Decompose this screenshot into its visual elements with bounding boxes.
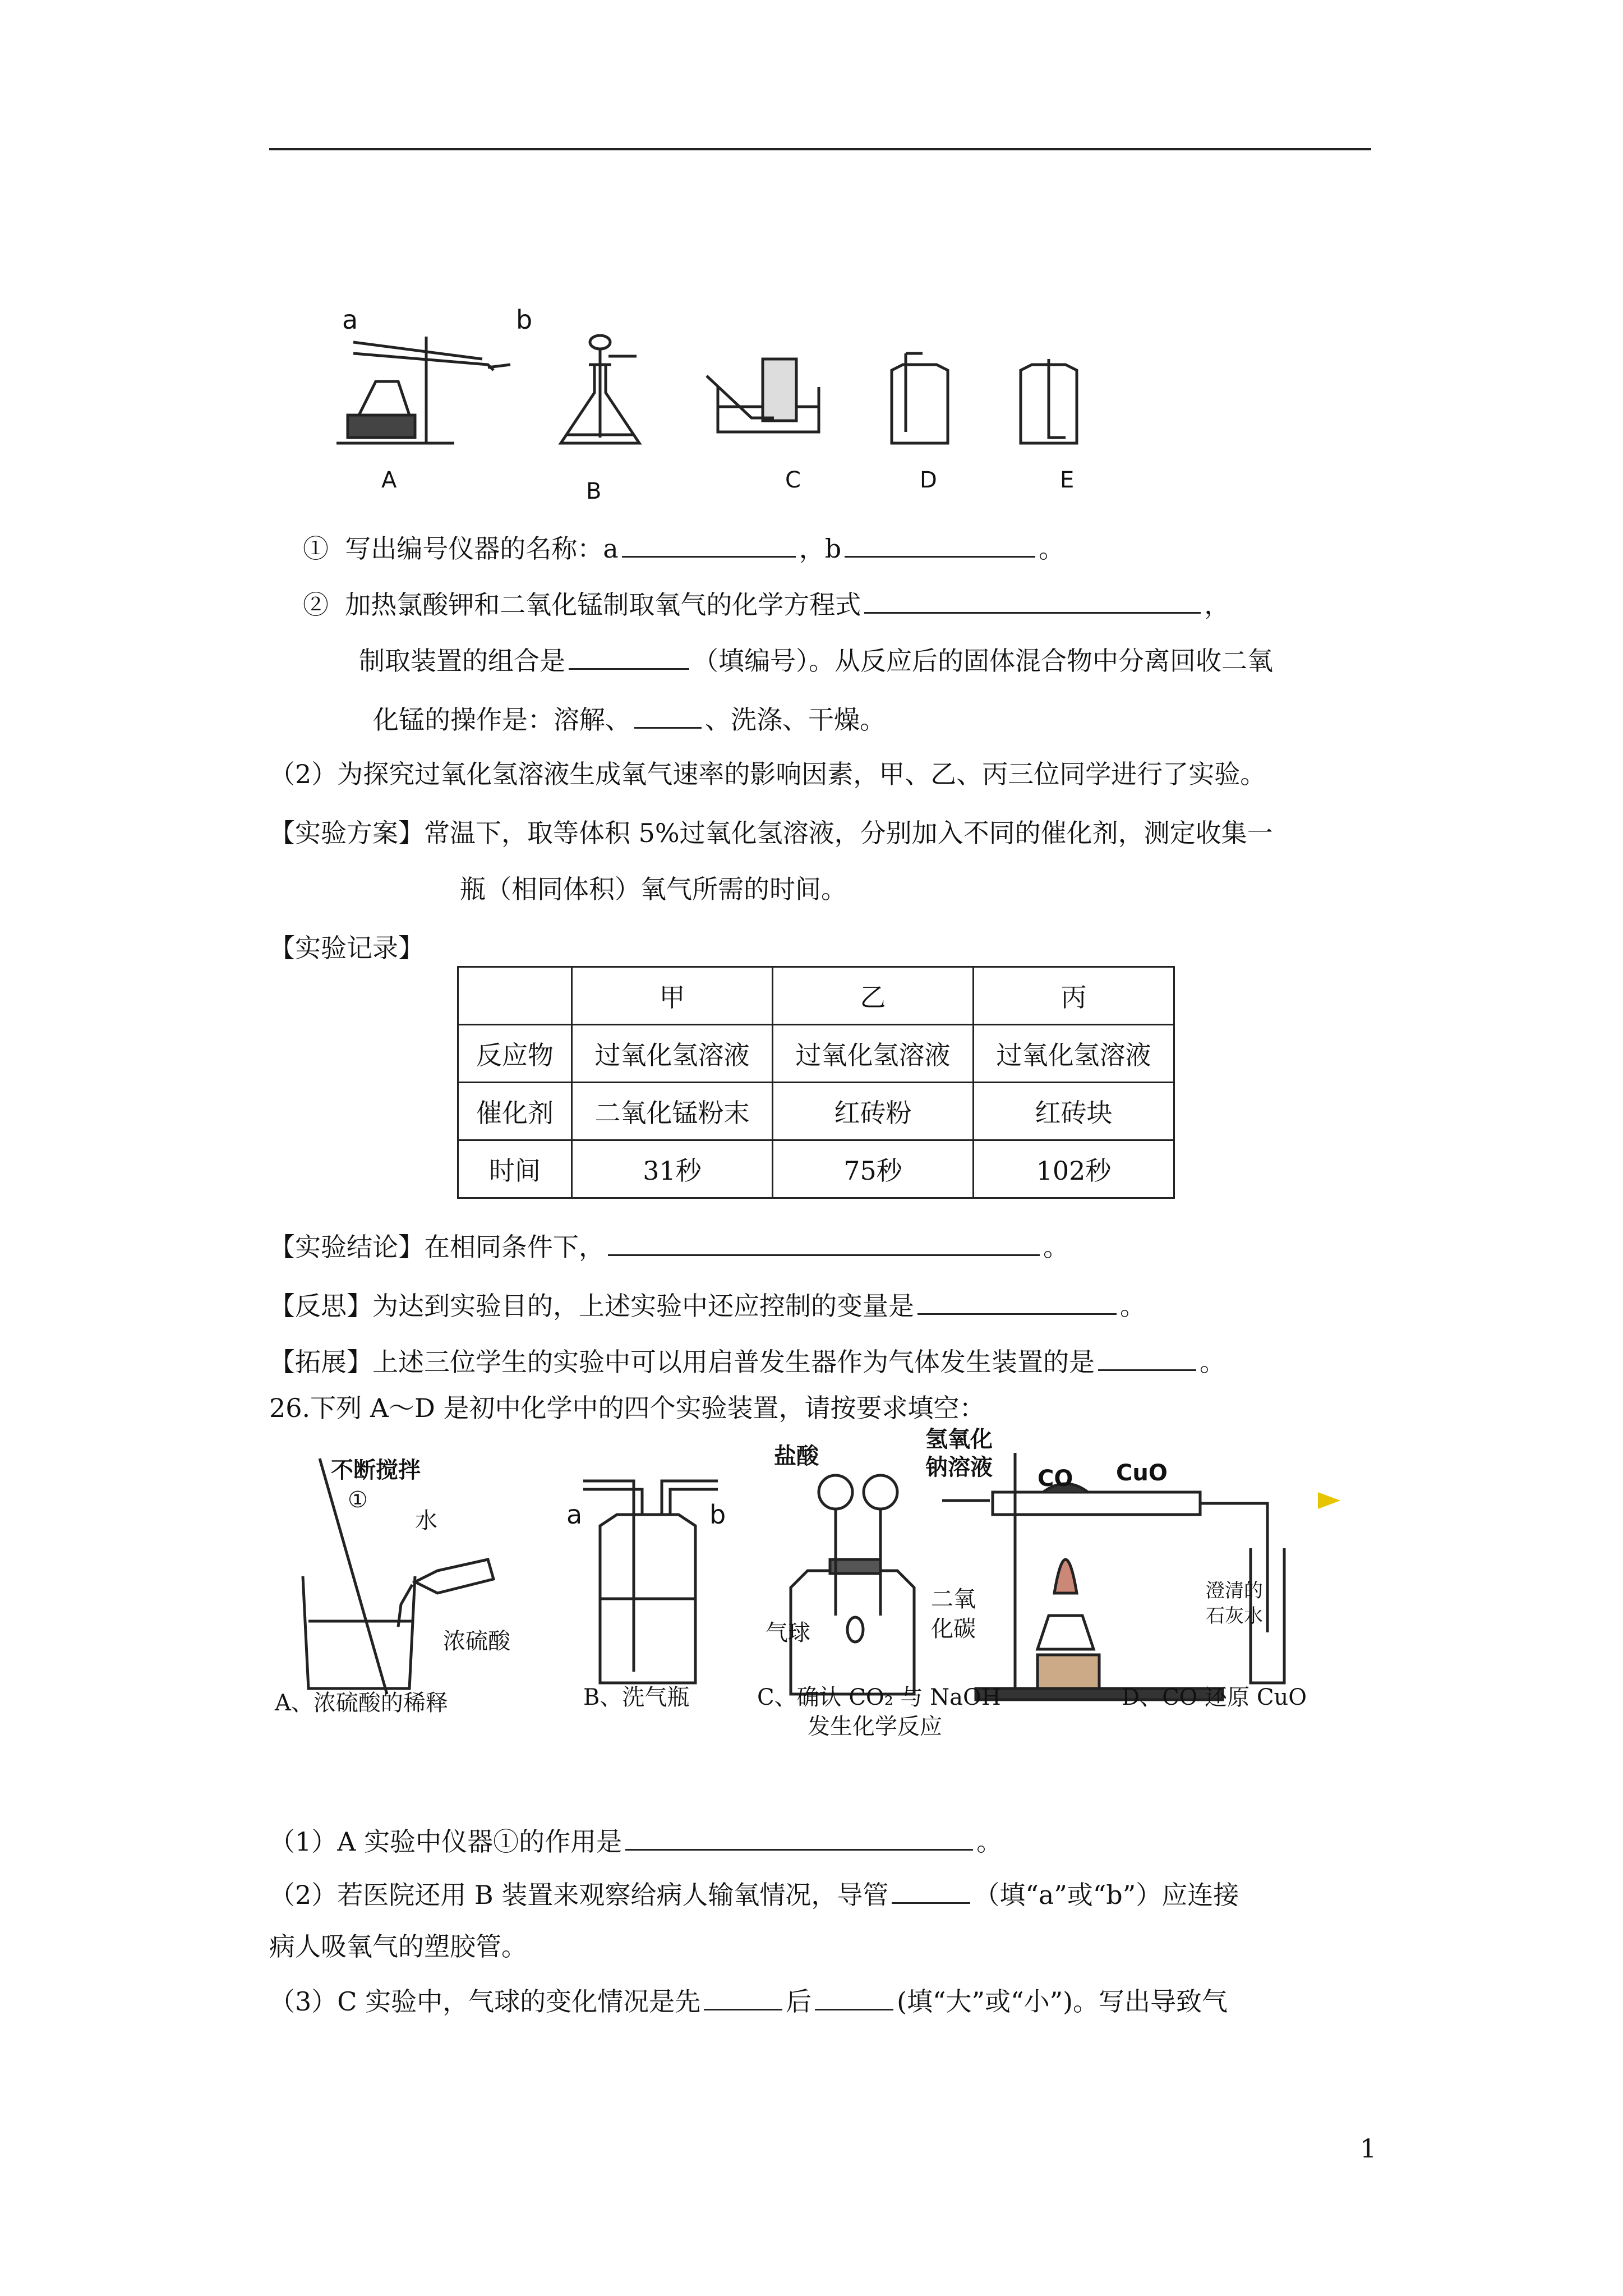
item-text: 。 <box>1039 533 1065 564</box>
section-text: 。 <box>1120 1291 1146 1321</box>
q26-title: 26.下列 A～D 是初中化学中的四个实验装置，请按要求填空： <box>269 1393 985 1423</box>
q2-extend <box>269 1343 1225 1379</box>
q2-intro: （2）为探究过氧化氢溶液生成氧气速率的影响因素，甲、乙、丙三位同学进行了实验。 <box>269 759 1266 789</box>
item-text: 写出编号仪器的名称：a <box>345 533 619 564</box>
answer-blank[interactable] <box>892 1876 970 1904</box>
table-cell: 过氧化氢溶液 <box>974 1025 1174 1083</box>
figA-stir-label: 不断搅拌 <box>331 1457 421 1483</box>
table-cell: 丙 <box>974 967 1174 1025</box>
section-text: 。 <box>1043 1232 1069 1262</box>
q2-record-label: 【实验记录】 <box>269 933 424 963</box>
q2-reflect <box>269 1287 1146 1323</box>
figB-a-label: a <box>566 1499 583 1530</box>
section-label: 【拓展】 <box>269 1347 372 1377</box>
q2-plan-line2: 瓶（相同体积）氧气所需的时间。 <box>460 874 847 904</box>
q1-item2-line3 <box>373 701 886 737</box>
table-cell: 二氧化锰粉末 <box>572 1083 773 1140</box>
answer-blank[interactable] <box>1098 1343 1196 1371</box>
question-text: （1）A 实验中仪器①的作用是 <box>269 1826 623 1857</box>
table-row <box>458 1083 1174 1140</box>
q26-sub2-line2: 病人吸氧气的塑胶管。 <box>269 1931 527 1962</box>
table-cell: 75秒 <box>773 1140 974 1198</box>
q1-item2 <box>303 586 1230 622</box>
item-text: （填编号）。从反应后的固体混合物中分离回收二氧 <box>693 646 1273 676</box>
q1-item2-line2 <box>359 642 1273 678</box>
apparatus-drawings-top <box>325 303 1122 510</box>
answer-blank[interactable] <box>864 586 1201 614</box>
page-number: 1 <box>1360 2133 1377 2164</box>
figA-caption: A、浓硫酸的稀释 <box>275 1690 448 1716</box>
section-label: 【实验方案】 <box>269 818 424 848</box>
q26-sub1 <box>269 1823 1002 1858</box>
question-text: 。 <box>976 1826 1003 1857</box>
q2-conclusion <box>269 1228 1069 1264</box>
table-row <box>458 1025 1174 1083</box>
question-text: （3）C 实验中，气球的变化情况是先 <box>269 1986 701 2017</box>
figD-lime-label-1: 澄清的 <box>1206 1580 1263 1602</box>
table-cell: 31秒 <box>572 1140 773 1198</box>
answer-blank[interactable] <box>815 1983 893 2010</box>
table-cell: 过氧化氢溶液 <box>572 1025 773 1083</box>
q26-sub2 <box>269 1876 1239 1912</box>
label-a: a <box>342 305 358 335</box>
answer-blank[interactable] <box>625 1823 973 1851</box>
answer-blank[interactable] <box>608 1228 1040 1256</box>
figA-number-label: ① <box>348 1487 368 1513</box>
table-header-row <box>458 967 1174 1025</box>
question-text: (填“大”或“小”)。写出导致气 <box>897 1986 1228 2017</box>
figA-water-label: 水 <box>415 1508 437 1534</box>
label-b: b <box>516 305 533 335</box>
figC-co2-label-1: 二氧 <box>931 1586 976 1612</box>
answer-blank[interactable] <box>569 642 689 670</box>
section-label: 【实验结论】 <box>269 1232 424 1262</box>
figA-acid-label: 浓硫酸 <box>443 1628 510 1654</box>
table-cell: 102秒 <box>974 1140 1174 1198</box>
figC-naoh-label-1: 氢氧化 <box>925 1426 993 1452</box>
label-B: B <box>586 478 602 504</box>
q1-item1 <box>303 530 1064 565</box>
label-A: A <box>381 467 397 493</box>
header-rule <box>269 148 1371 150</box>
experiment-record-table <box>457 966 1175 1199</box>
figC-co2-label-2: 化碳 <box>931 1616 976 1642</box>
question-text: （填“a”或“b”）应连接 <box>974 1880 1239 1910</box>
table-cell: 反应物 <box>458 1025 572 1083</box>
item-text: ，b <box>799 533 842 564</box>
q26-sub3 <box>269 1983 1228 2018</box>
figD-co-label: CO <box>1038 1466 1073 1492</box>
table-cell: 乙 <box>773 967 974 1025</box>
item-text: 制取装置的组合是 <box>359 646 565 676</box>
figC-hcl-label: 盐酸 <box>774 1443 819 1469</box>
answer-blank[interactable] <box>622 530 796 558</box>
table-cell <box>458 967 572 1025</box>
table-cell: 甲 <box>572 967 773 1025</box>
answer-blank[interactable] <box>704 1983 782 2010</box>
item-text: 、洗涤、干燥。 <box>705 705 886 735</box>
section-text: 在相同条件下， <box>424 1232 605 1262</box>
question-text: （2）若医院还用 B 装置来观察给病人输氧情况，导管 <box>269 1880 889 1910</box>
section-text: 为达到实验目的，上述实验中还应控制的变量是 <box>372 1291 914 1321</box>
answer-blank[interactable] <box>845 530 1035 558</box>
section-label: 【反思】 <box>269 1291 372 1321</box>
figD-caption: D、CO 还原 CuO <box>1122 1685 1307 1710</box>
answer-blank[interactable] <box>634 701 702 729</box>
answer-blank[interactable] <box>917 1287 1117 1315</box>
label-E: E <box>1060 467 1075 493</box>
figC-caption-2: 发生化学反应 <box>808 1714 942 1740</box>
figC-caption-1: C、确认 CO₂ 与 NaOH <box>757 1685 1001 1710</box>
section-text: 上述三位学生的实验中可以用启普发生器作为气体发生装置的是 <box>372 1347 1095 1377</box>
figC-balloon-label: 气球 <box>766 1620 810 1646</box>
section-text: 。 <box>1200 1347 1225 1377</box>
question-text: 后 <box>786 1986 812 2017</box>
table-cell: 催化剂 <box>458 1083 572 1140</box>
item-text: 化锰的操作是：溶解、 <box>373 705 631 735</box>
q2-plan <box>269 816 1273 850</box>
table-row <box>458 1140 1174 1198</box>
table-cell: 过氧化氢溶液 <box>773 1025 974 1083</box>
item-text: ， <box>1204 590 1230 620</box>
table-cell: 红砖块 <box>974 1083 1174 1140</box>
table-cell: 红砖粉 <box>773 1083 974 1140</box>
figD-lime-label-2: 石灰水 <box>1206 1605 1263 1627</box>
item-number: ② <box>303 590 329 620</box>
item-text: 加热氯酸钾和二氧化锰制取氧气的化学方程式 <box>345 590 861 620</box>
figB-b-label: b <box>709 1499 726 1530</box>
figC-naoh-label-2: 钠溶液 <box>925 1454 993 1480</box>
figD-cuo-label: CuO <box>1116 1460 1168 1486</box>
item-number: ① <box>303 533 329 564</box>
figB-caption: B、洗气瓶 <box>583 1685 690 1710</box>
section-text: 常温下，取等体积 5%过氧化氢溶液，分别加入不同的催化剂，测定收集一 <box>424 818 1273 848</box>
label-D: D <box>920 467 937 493</box>
label-C: C <box>785 467 801 493</box>
table-cell: 时间 <box>458 1140 572 1198</box>
